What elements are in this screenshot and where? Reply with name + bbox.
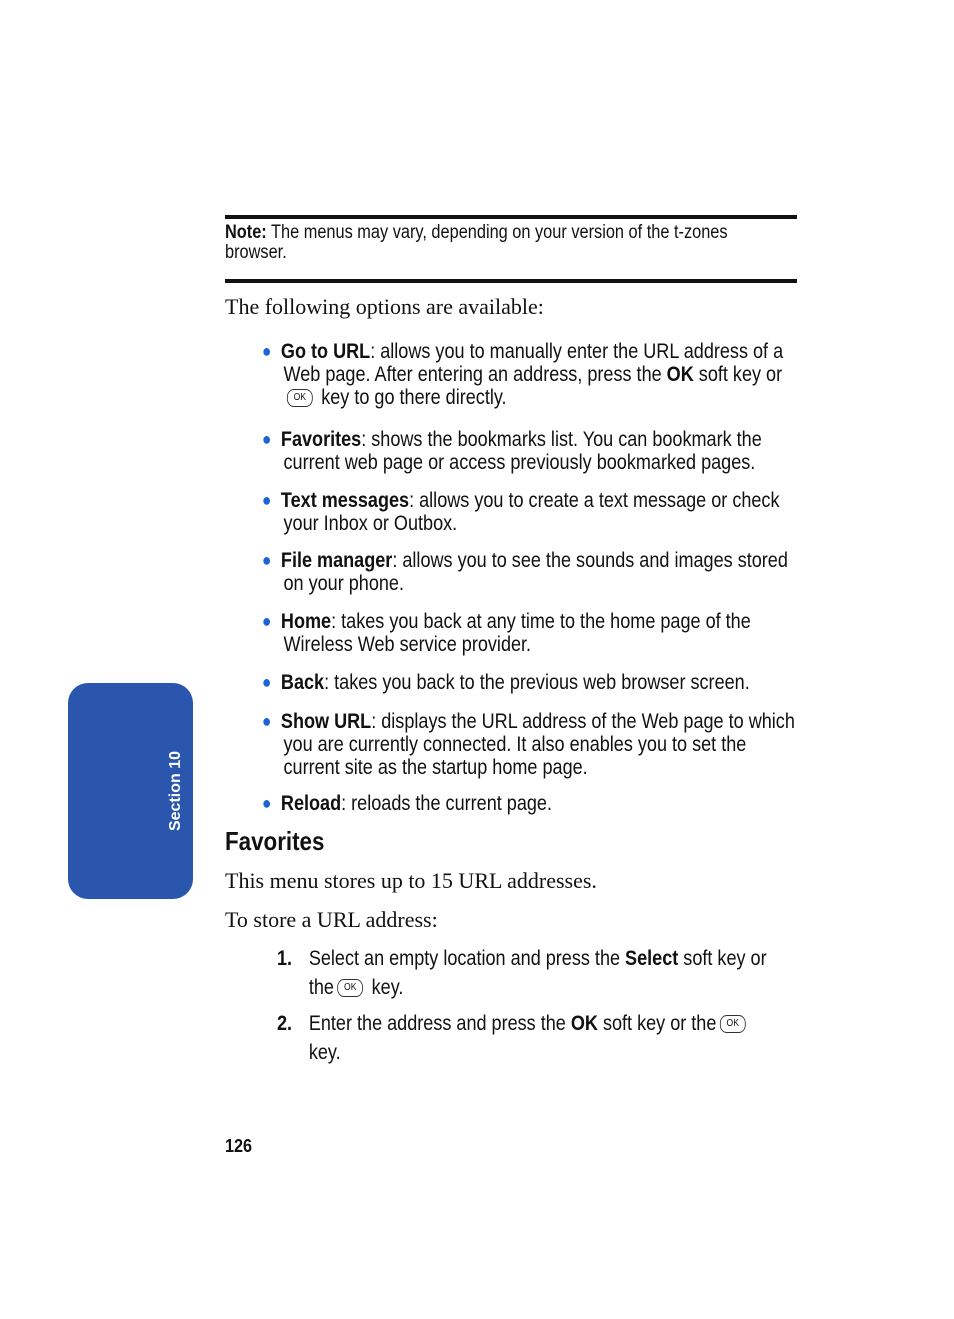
option-back [262,671,795,694]
option-desc: : reloads the current page. [341,792,552,815]
step-text: Enter the address and press the [308,1012,571,1035]
option-desc: : takes you back at any time to the home page of the [331,610,751,633]
favorites-paragraph: This menu stores up to 15 URL addresses. [225,868,597,893]
step-1 [277,944,810,1002]
option-term: Go to URL [280,340,371,363]
option-desc: : shows the bookmarks list. You can bookmark the [361,428,762,451]
bullet-icon: ● [262,429,272,449]
option-desc: : allows you to see the sounds and images stored [392,549,788,572]
option-reload [262,792,795,815]
note-text-2: browser. [225,242,287,263]
option-term: Reload [280,792,342,815]
note-label: Note: [225,222,267,243]
step-text: soft key or [678,947,767,970]
ok-key-icon: OK [337,979,363,997]
bullet-icon: ● [262,611,272,631]
ok-key-icon: OK [287,389,313,407]
bullet-icon: ● [262,550,272,570]
ok-key-icon: OK [720,1015,746,1033]
note-bottom-rule [225,279,797,283]
option-desc: Wireless Web service provider. [283,633,532,656]
bullet-icon: ● [262,341,272,361]
option-desc: : allows you to manually enter the URL address of a [370,340,784,363]
ok-softkey-label: OK [570,1012,598,1035]
option-desc: current site as the startup home page. [283,756,588,779]
step-text: key. [366,976,404,999]
option-file-manager [262,549,795,595]
bullet-icon: ● [262,793,272,813]
step-2 [277,1009,810,1067]
favorites-heading: Favorites [225,826,325,856]
note-text: The menus may vary, depending on your version of the t-zones [266,222,728,243]
option-favorites [262,428,795,474]
option-go-to-url [262,340,795,409]
option-show-url [262,710,795,779]
option-desc: Web page. After entering an address, press the [283,363,667,386]
option-term: Text messages [280,489,410,512]
option-desc: current web page or access previously bookmarked pages. [283,451,756,474]
step-text: key. [308,1041,341,1064]
ok-softkey-label: OK [666,363,694,386]
page-number: 126 [225,1136,253,1156]
option-desc: on your phone. [283,572,404,595]
bullet-icon: ● [262,490,272,510]
step-number: 1. [277,947,293,970]
option-desc: you are currently connected. It also enables you to set the [283,733,747,756]
favorites-instruction: To store a URL address: [225,907,438,932]
section-tab-label: Section 10 [167,750,184,832]
bullet-icon: ● [262,711,272,731]
option-text-messages [262,489,795,535]
option-desc: your Inbox or Outbox. [283,512,458,535]
option-term: Show URL [280,710,372,733]
option-term: Home [280,610,332,633]
option-desc: : takes you back to the previous web browser screen. [324,671,750,694]
step-text: Select an empty location and press the [308,947,626,970]
note [225,223,775,263]
option-term: File manager [280,549,393,572]
option-desc: : allows you to create a text message or check [409,489,780,512]
option-desc: soft key or [693,363,783,386]
option-desc: : displays the URL address of the Web page to which [371,710,795,733]
step-number: 2. [277,1012,293,1035]
option-term: Favorites [280,428,362,451]
select-softkey-label: Select [625,947,679,970]
option-desc: key to go there directly. [316,386,507,409]
step-text: soft key or the [597,1012,717,1035]
option-term: Back [280,671,325,694]
step-text: the [308,976,334,999]
bullet-icon: ● [262,672,272,692]
intro-text: The following options are available: [225,294,544,319]
option-home [262,610,795,656]
note-top-rule [225,215,797,219]
